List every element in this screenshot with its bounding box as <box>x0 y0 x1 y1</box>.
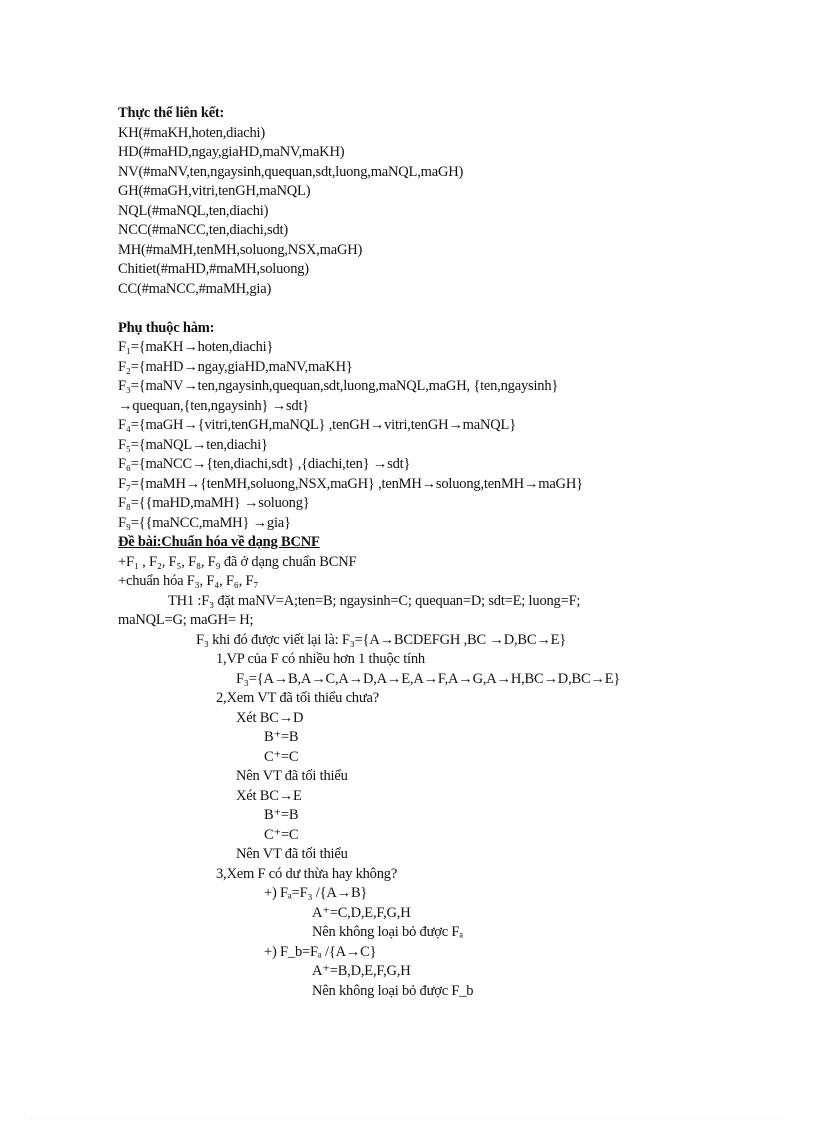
text-line: +) F_b=Fₐ /{A→C} <box>264 944 377 960</box>
text-line: MH(#maMH,tenMH,soluong,NSX,maGH) <box>118 242 363 258</box>
text-line: F₈={{maHD,maMH} →soluong} <box>118 495 310 511</box>
text-line: F₆={maNCC→{ten,diachi,sdt} ,{diachi,ten} →sdt} <box>118 456 411 472</box>
text-line: 1,VP của F có nhiều hơn 1 thuộc tính <box>216 651 425 667</box>
text-line: A⁺=B,D,E,F,G,H <box>312 963 411 979</box>
section-heading-task: Đề bài:Chuẩn hóa về dạng BCNF <box>118 534 320 550</box>
text-line: F₄={maGH→{vitri,tenGH,maNQL} ,tenGH→vitri,tenGH→maNQL} <box>118 417 516 433</box>
text-line: Nên không loại bỏ được Fₐ <box>312 924 464 940</box>
text-line: F₂={maHD→ngay,giaHD,maNV,maKH} <box>118 359 353 375</box>
text-line: F₇={maMH→{tenMH,soluong,NSX,maGH} ,tenMH→soluong,tenMH→maGH} <box>118 476 583 492</box>
text-line: F₁={maKH→hoten,diachi} <box>118 339 274 355</box>
text-line: Chitiet(#maHD,#maMH,soluong) <box>118 261 309 277</box>
text-line: +F₁ , F₂, F₅, F₈, F₉ đã ở dạng chuẩn BCNF <box>118 554 357 570</box>
text-line: Xét BC→D <box>236 710 304 726</box>
text-line: F₅={maNQL→ten,diachi} <box>118 437 268 453</box>
text-line: →quequan,{ten,ngaysinh} →sdt} <box>118 398 310 414</box>
text-line: Nên không loại bỏ được F_b <box>312 983 474 999</box>
text-line: NV(#maNV,ten,ngaysinh,quequan,sdt,luong,maNQL,maGH) <box>118 164 464 180</box>
text-line: HD(#maHD,ngay,giaHD,maNV,maKH) <box>118 144 345 160</box>
text-line: F₉={{maNCC,maMH} →gia} <box>118 515 291 531</box>
text-line: +) Fₐ=F₃ /{A→B} <box>264 885 368 901</box>
text-line: Nên VT đã tối thiểu <box>236 846 348 862</box>
section-heading-dependencies: Phụ thuộc hàm: <box>118 320 215 336</box>
text-line: CC(#maNCC,#maMH,gia) <box>118 281 272 297</box>
text-line: NCC(#maNCC,ten,diachi,sdt) <box>118 222 288 238</box>
text-line: 3,Xem F có dư thừa hay không? <box>216 866 398 882</box>
text-line: F₃={A→B,A→C,A→D,A→E,A→F,A→G,A→H,BC→D,BC→E} <box>236 671 621 687</box>
text-line: C⁺=C <box>264 749 299 765</box>
text-line: F₃={maNV→ten,ngaysinh,quequan,sdt,luong,maNQL,maGH, {ten,ngaysinh} <box>118 378 559 394</box>
text-line: B⁺=B <box>264 807 299 823</box>
text-line: F₃ khi đó được viết lại là: F₃={A→BCDEFGH ,BC →D,BC→E} <box>196 632 567 648</box>
text-line: A⁺=C,D,E,F,G,H <box>312 905 411 921</box>
text-line: 2,Xem VT đã tối thiểu chưa? <box>216 690 379 706</box>
text-line: Nên VT đã tối thiểu <box>236 768 348 784</box>
text-line-th1: TH1 :F₃ đặt maNV=A;ten=B; ngaysinh=C; quequan=D; sdt=E; luong=F; <box>168 593 581 609</box>
text-line: B⁺=B <box>264 729 299 745</box>
text-line: KH(#maKH,hoten,diachi) <box>118 125 266 141</box>
section-heading-entities: Thực thể liên kết: <box>118 105 225 121</box>
text-line: C⁺=C <box>264 827 299 843</box>
text-line: GH(#maGH,vitri,tenGH,maNQL) <box>118 183 311 199</box>
text-line: maNQL=G; maGH= H; <box>118 612 254 628</box>
text-line: NQL(#maNQL,ten,diachi) <box>118 203 269 219</box>
text-line: +chuẩn hóa F₃, F₄, F₆, F₇ <box>118 573 259 589</box>
page-bottom-divider <box>30 1118 786 1119</box>
text-line: Xét BC→E <box>236 788 302 804</box>
